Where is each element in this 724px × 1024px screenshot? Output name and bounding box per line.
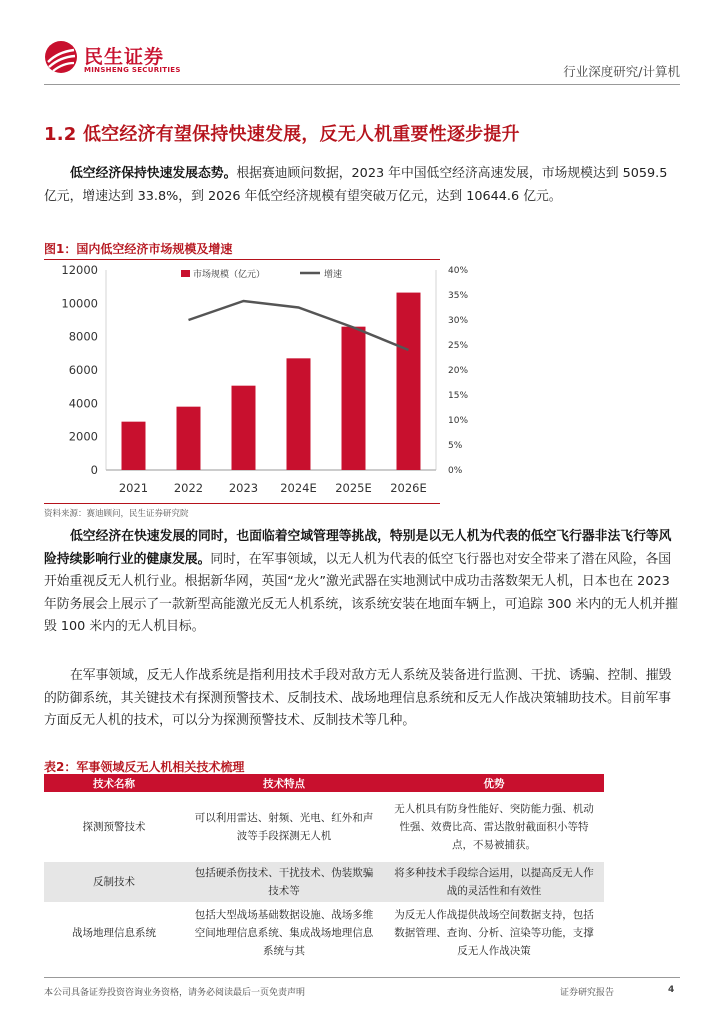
table-cell-name: 反制技术 [44, 862, 184, 902]
paragraph-lead: 低空经济保持快速发展态势。 [70, 166, 237, 181]
table-cell-advantage: 将多种技术手段综合运用，以提高反无人作战的灵活性和有效性 [384, 862, 604, 902]
y-right-tick-label: 35% [448, 291, 469, 301]
x-tick-label: 2021 [118, 481, 149, 495]
paragraph-lead: 低空经济在快速发展的同时，也面临着空域管理等挑战，特别是以无人机为代表的低空飞行器非法飞行等风险持续影响行业的健康发展。 [44, 529, 672, 567]
y-left-tick-label: 2000 [68, 429, 98, 444]
company-logo [44, 40, 194, 80]
footer-divider [44, 977, 680, 978]
x-tick-label: 2025E [335, 481, 372, 495]
table-header-row [44, 774, 604, 792]
y-right-tick-label: 15% [448, 391, 469, 401]
section-title: 1.2 低空经济有望保持快速发展，反无人机重要性逐步提升 [44, 124, 520, 145]
paragraph-body: 同时，在军事领域，以无人机为代表的低空飞行器也对安全带来了潜在风险，各国开始重视反无人机行业。根据新华网，英国“龙火”激光武器在实地测试中成功击落数架无人机，日本也在 2023 年防务展会上展示了一款新型高能激光反无人机系统，该系统安装在地面车辆上，可追踪 300 米内的无人机并摧毁 100 米内的无人机目标。 [44, 551, 679, 634]
bar-market-size [397, 293, 421, 470]
table-cell-feature: 包括硬杀伤技术、干扰技术、伪装欺骗技术等 [184, 862, 384, 902]
bar-market-size [287, 358, 311, 470]
paragraph-challenges [44, 526, 680, 639]
table-header-cell: 技术特点 [184, 774, 384, 792]
y-right-tick-label: 30% [448, 316, 469, 326]
y-right-tick-label: 40% [448, 266, 469, 276]
y-left-tick-label: 12000 [61, 263, 98, 277]
header-divider [44, 84, 680, 85]
y-right-tick-label: 10% [448, 416, 469, 426]
table-row [44, 792, 604, 862]
y-left-tick-label: 4000 [68, 396, 98, 411]
y-left-tick-label: 0 [90, 463, 98, 477]
bar-market-size [342, 327, 366, 470]
line-growth-rate [189, 301, 409, 350]
legend-label-bar: 市场规模（亿元） [193, 270, 266, 280]
page-number: 4 [668, 985, 675, 995]
figure-source: 资料来源：赛迪顾问，民生证券研究院 [44, 503, 440, 519]
table-cell-advantage: 无人机具有防身性能好、突防能力强、机动性强、效费比高、雷达散射截面积小等特点，不易被捕获。 [394, 803, 594, 851]
legend-label-line: 增速 [324, 270, 343, 280]
market-size-chart [44, 258, 474, 498]
footer-report-label: 证券研究报告 [560, 988, 615, 998]
page-header [0, 0, 724, 90]
legend-swatch-bar [181, 270, 190, 277]
table-row [44, 862, 604, 902]
y-left-tick-label: 10000 [61, 296, 98, 311]
x-tick-label: 2022 [173, 481, 204, 495]
y-left-tick-label: 6000 [68, 363, 98, 377]
paragraph-body: 根据赛迪顾问数据，2023 年中国低空经济高速发展，市场规模达到 5059.5 亿元，增速达到 33.8%，到 2026 年低空经济规模有望突破万亿元，达到 10644.6 亿元。 [44, 166, 668, 204]
footer-disclaimer: 本公司具备证券投资咨询业务资格，请务必阅读最后一页免责声明 [44, 988, 306, 998]
x-tick-label: 2026E [390, 481, 427, 495]
bar-market-size [232, 386, 256, 470]
y-left-tick-label: 8000 [68, 329, 98, 344]
table-header-cell: 优势 [384, 774, 604, 792]
table-caption: 表2：军事领域反无人机相关技术梳理 [44, 760, 245, 774]
y-right-tick-label: 0% [448, 466, 463, 476]
minsheng-logo-icon [44, 40, 78, 74]
paragraph-market-growth [44, 163, 680, 208]
table-header-cell: 技术名称 [44, 774, 184, 792]
table-cell-name: 战场地理信息系统 [72, 927, 156, 939]
logo-chinese-name: 民生证券 [84, 46, 165, 68]
report-type-label: 行业深度研究/计算机 [563, 64, 680, 79]
table-cell-advantage: 为反无人作战提供战场空间数据支持，包括数据管理、查询、分析、渲染等功能，支撑反无人作战决策 [394, 909, 594, 957]
table-row [44, 902, 604, 964]
y-right-tick-label: 25% [448, 341, 469, 351]
table-cell-feature: 可以利用雷达、射频、光电、红外和声波等手段探测无人机 [194, 812, 374, 842]
bar-market-size [177, 407, 201, 470]
logo-english-name: MINSHENG SECURITIES [84, 66, 181, 74]
tech-table [44, 774, 604, 964]
paragraph-body: 在军事领域，反无人作战系统是指利用技术手段对敌方无人系统及装备进行监测、干扰、诱骗、控制、摧毁的防御系统，其关键技术有探测预警技术、反制技术、战场地理信息系统和反无人作战决策辅助技术。目前军事方面反无人机的技术，可以分为探测预警技术、反制技术等几种。 [44, 668, 672, 728]
y-right-tick-label: 5% [448, 441, 463, 451]
paragraph-military [44, 665, 680, 733]
figure-caption: 图1：国内低空经济市场规模及增速 [44, 240, 440, 260]
y-right-tick-label: 20% [448, 366, 469, 376]
bar-market-size [122, 422, 146, 470]
x-tick-label: 2024E [280, 481, 317, 495]
table-cell-name: 探测预警技术 [82, 821, 146, 833]
table-cell-feature: 包括大型战场基础数据设施、战场多维空间地理信息系统、集成战场地理信息系统与其 [194, 909, 374, 957]
x-tick-label: 2023 [228, 481, 259, 495]
